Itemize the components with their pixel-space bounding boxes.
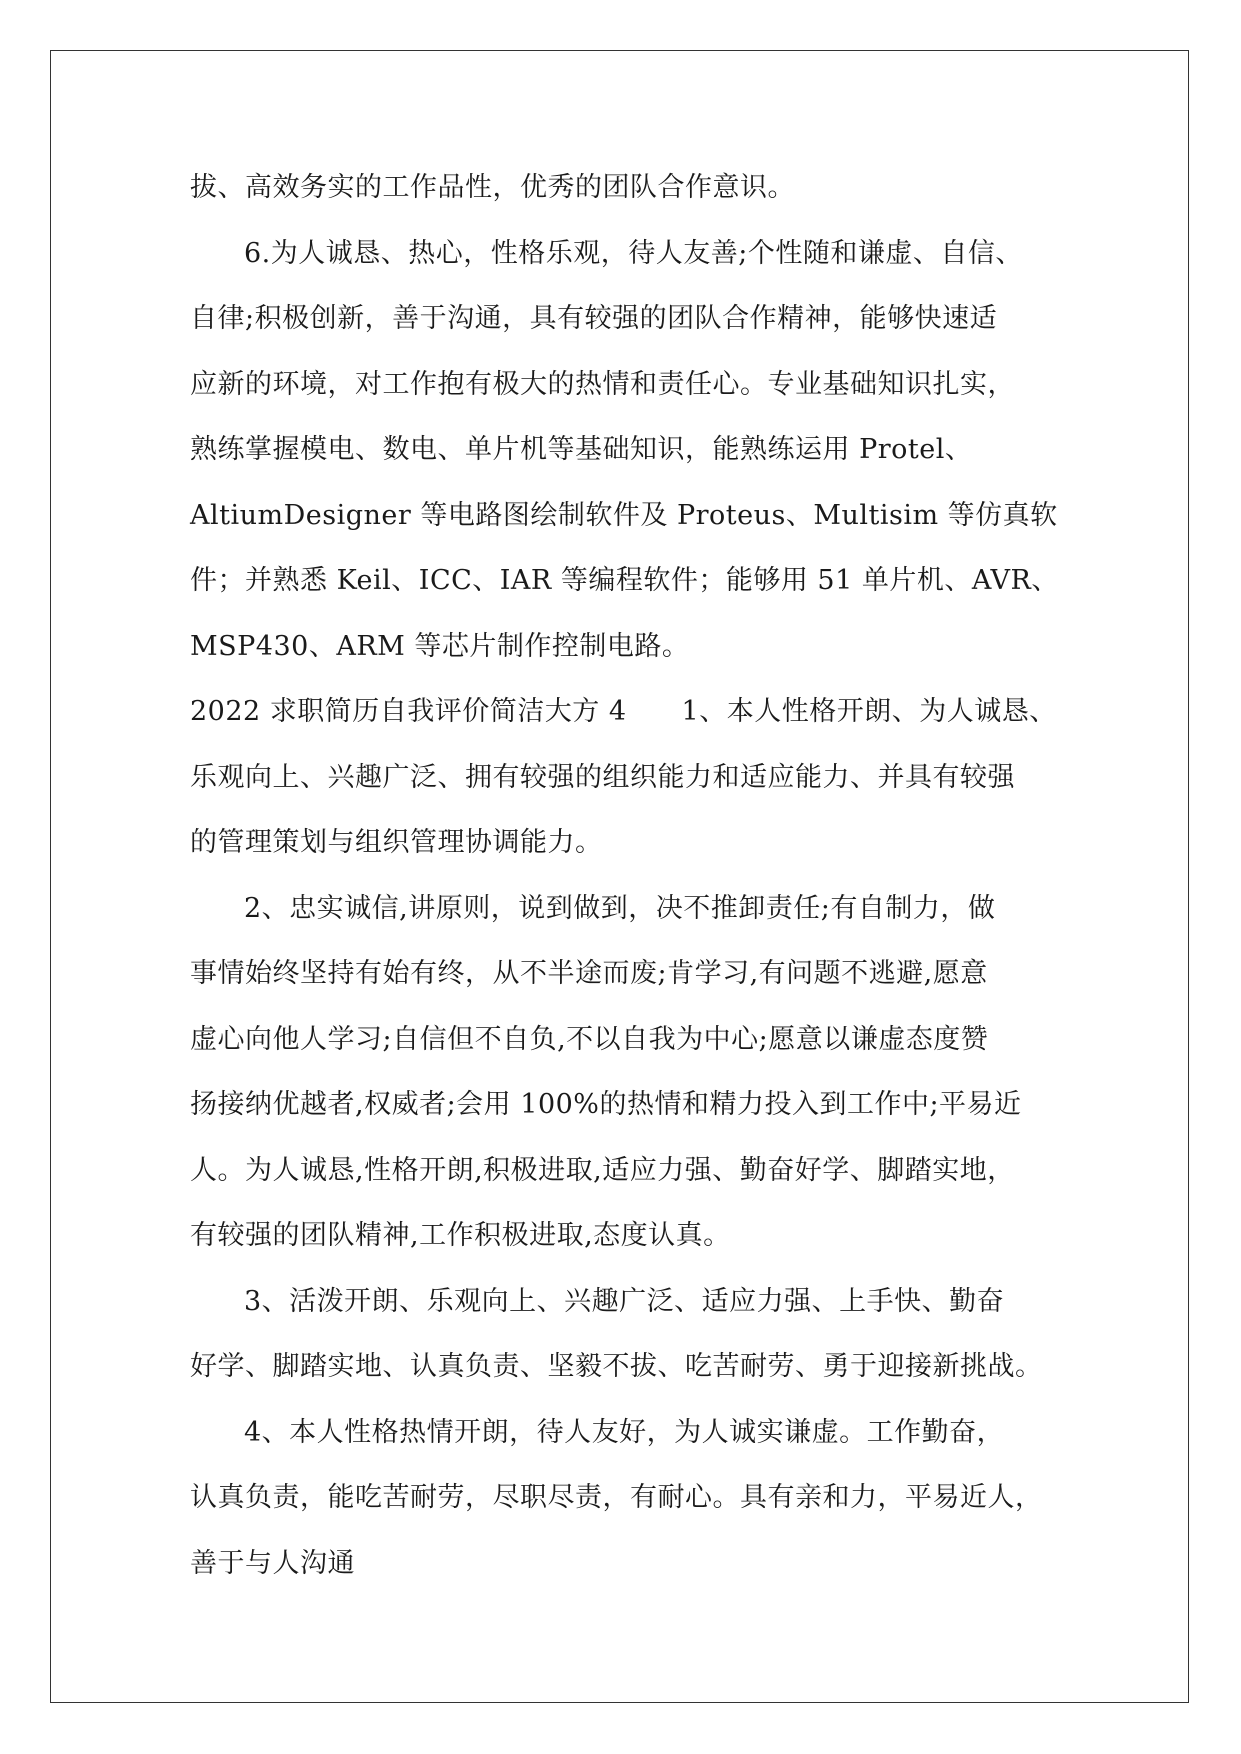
text-line: 的管理策划与组织管理协调能力。 bbox=[190, 827, 603, 858]
text-line: 人。为人诚恳,性格开朗,积极进取,适应力强、勤奋好学、脚踏实地， bbox=[190, 1154, 1015, 1186]
text-line: 自律;积极创新，善于沟通，具有较强的团队合作精神，能够快速适 bbox=[190, 303, 998, 334]
paragraph-2-start: 2、忠实诚信,讲原则，说到做到，决不推卸责任;有自制力，做 bbox=[244, 892, 996, 924]
text-line: 认真负责，能吃苦耐劳，尽职尽责，有耐心。具有亲和力，平易近人， bbox=[190, 1482, 1043, 1513]
text-line: 件；并熟悉 Keil、ICC、IAR 等编程软件；能够用 51 单片机、AVR、 bbox=[190, 565, 1059, 596]
text-line: 有较强的团队精神,工作积极进取,态度认真。 bbox=[190, 1220, 731, 1251]
paragraph-3-start: 3、活泼开朗、乐观向上、兴趣广泛、适应力强、上手快、勤奋 bbox=[244, 1285, 1005, 1317]
text-line: 虚心向他人学习;自信但不自负,不以自我为中心;愿意以谦虚态度赞 bbox=[190, 1023, 989, 1055]
text-line: 应新的环境，对工作抱有极大的热情和责任心。专业基础知识扎实， bbox=[190, 368, 1015, 400]
paragraph-4-start: 4、本人性格热情开朗，待人友好，为人诚实谦虚。工作勤奋， bbox=[244, 1416, 1005, 1448]
text-line: 善于与人沟通 bbox=[190, 1547, 355, 1579]
paragraph-6-start: 6.为人诚恳、热心，性格乐观，待人友善;个性随和谦虚、自信、 bbox=[244, 237, 1023, 269]
section-heading-line: 2022 求职简历自我评价简洁大方 4 1、本人性格开朗、为人诚恳、 bbox=[190, 696, 1057, 727]
text-line: 拔、高效务实的工作品性，优秀的团队合作意识。 bbox=[190, 172, 795, 203]
text-line: 事情始终坚持有始有终，从不半途而废;肯学习,有问题不逃避,愿意 bbox=[190, 958, 988, 989]
text-line: AltiumDesigner 等电路图绘制软件及 Proteus、Multisim 等仿真软 bbox=[190, 499, 1058, 531]
text-line: 扬接纳优越者,权威者;会用 100%的热情和精力投入到工作中;平易近 bbox=[190, 1089, 1022, 1120]
text-line: 乐观向上、兴趣广泛、拥有较强的组织能力和适应能力、并具有较强 bbox=[190, 761, 1015, 793]
text-line: MSP430、ARM 等芯片制作控制电路。 bbox=[190, 630, 690, 662]
document-body bbox=[190, 155, 1070, 1596]
text-line: 好学、脚踏实地、认真负责、坚毅不拔、吃苦耐劳、勇于迎接新挑战。 bbox=[190, 1351, 1043, 1382]
text-line: 熟练掌握模电、数电、单片机等基础知识，能熟练运用 Protel、 bbox=[190, 434, 973, 465]
